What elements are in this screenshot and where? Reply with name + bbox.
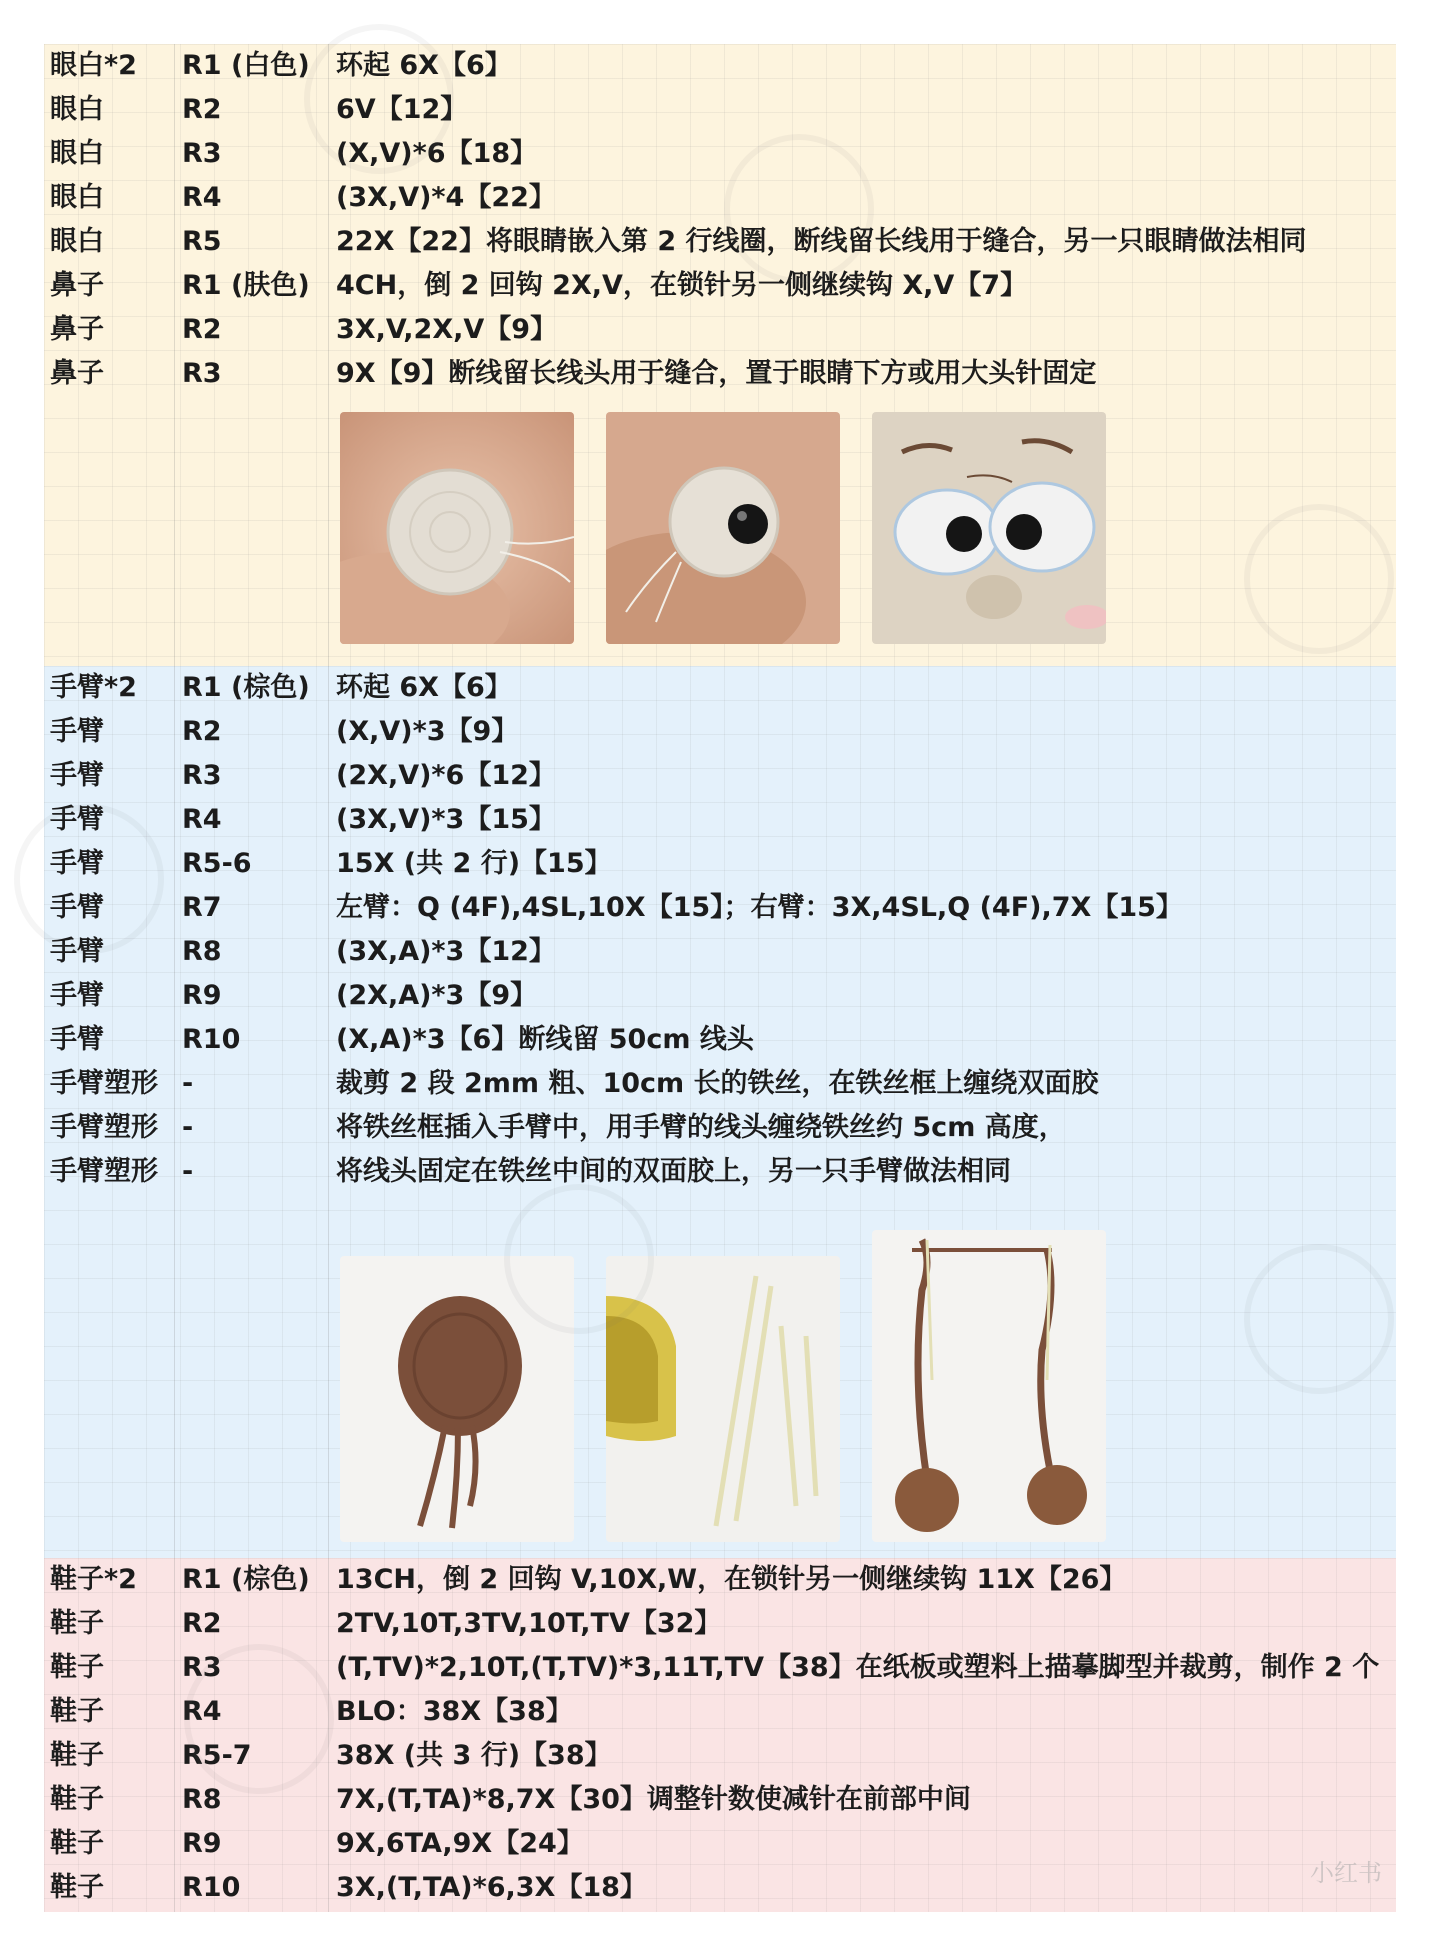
round-label: R5-7 [182, 1740, 252, 1771]
round-label: R10 [182, 1024, 241, 1055]
part-name: 眼白*2 [50, 50, 137, 81]
photo-eye-with-bead [606, 412, 840, 644]
table-row [44, 710, 1396, 754]
part-name: 鞋子 [50, 1652, 104, 1683]
table-row [44, 264, 1396, 308]
instruction-text: (3X,A)*3【12】 [336, 936, 556, 967]
table-row [44, 308, 1396, 352]
instruction-text: (X,A)*3【6】断线留 50cm 线头 [336, 1024, 754, 1055]
round-label: R3 [182, 760, 222, 791]
instruction-text: 3X,(T,TA)*6,3X【18】 [336, 1872, 647, 1903]
watermark-ring [724, 134, 874, 284]
round-label: - [182, 1068, 194, 1099]
instruction-text: (X,V)*3【9】 [336, 716, 519, 747]
round-label: R4 [182, 804, 222, 835]
round-label: R1 (棕色) [182, 1564, 310, 1595]
part-name: 鞋子*2 [50, 1564, 137, 1595]
round-label: - [182, 1112, 194, 1143]
round-label: R4 [182, 1696, 222, 1727]
instruction-text: (X,V)*6【18】 [336, 138, 538, 169]
instruction-text: (T,TV)*2,10T,(T,TV)*3,11T,TV【38】在纸板或塑料上描摹脚型并裁剪，制作 2 个 [336, 1652, 1380, 1683]
instruction-text: 3X,V,2X,V【9】 [336, 314, 558, 345]
table-row [44, 974, 1396, 1018]
round-label: R9 [182, 1828, 222, 1859]
table-row [44, 798, 1396, 842]
watermark-ring [184, 1644, 334, 1794]
photo-eye-white-crochet [340, 412, 574, 644]
instruction-text: 环起 6X【6】 [336, 672, 512, 703]
table-row [44, 842, 1396, 886]
round-label: R2 [182, 716, 222, 747]
part-name: 手臂 [50, 716, 104, 747]
round-label: R8 [182, 1784, 222, 1815]
part-name: 鼻子 [50, 358, 104, 389]
part-name: 鼻子 [50, 270, 104, 301]
watermark-ring [1244, 1244, 1394, 1394]
table-row [44, 754, 1396, 798]
instruction-text: 6V【12】 [336, 94, 468, 125]
watermark-logo: 小红书 [1310, 1859, 1382, 1887]
table-row [44, 1150, 1396, 1194]
table-row [44, 930, 1396, 974]
part-name: 手臂 [50, 1024, 104, 1055]
round-label: R5 [182, 226, 222, 257]
table-row [44, 176, 1396, 220]
part-name: 鞋子 [50, 1872, 104, 1903]
part-name: 鞋子 [50, 1696, 104, 1727]
part-name: 手臂 [50, 760, 104, 791]
part-name: 手臂 [50, 980, 104, 1011]
part-name: 手臂 [50, 804, 104, 835]
round-label: R9 [182, 980, 222, 1011]
instruction-text: 38X (共 3 行)【38】 [336, 1740, 612, 1771]
part-name: 手臂 [50, 892, 104, 923]
round-label: R1 (棕色) [182, 672, 310, 703]
round-label: - [182, 1156, 194, 1187]
instruction-text: (2X,A)*3【9】 [336, 980, 538, 1011]
instruction-text: 13CH，倒 2 回钩 V,10X,W，在锁针另一侧继续钩 11X【26】 [336, 1564, 1127, 1595]
section-eye-nose [44, 44, 1396, 666]
round-label: R2 [182, 94, 222, 125]
part-name: 手臂塑形 [50, 1112, 158, 1143]
table-row [44, 1602, 1396, 1646]
table-row [44, 352, 1396, 396]
photo-eyes-on-face [872, 412, 1106, 644]
part-name: 眼白 [50, 226, 104, 257]
instruction-text: 2TV,10T,3TV,10T,TV【32】 [336, 1608, 722, 1639]
round-label: R7 [182, 892, 222, 923]
instruction-text: 环起 6X【6】 [336, 50, 512, 81]
instruction-text: (2X,V)*6【12】 [336, 760, 556, 791]
round-label: R5-6 [182, 848, 252, 879]
part-name: 手臂*2 [50, 672, 137, 703]
part-name: 手臂 [50, 936, 104, 967]
part-name: 鞋子 [50, 1784, 104, 1815]
table-row [44, 1558, 1396, 1602]
instruction-text: 9X,6TA,9X【24】 [336, 1828, 584, 1859]
instruction-text: 将铁丝框插入手臂中，用手臂的线头缠绕铁丝约 5cm 高度， [336, 1112, 1066, 1143]
part-name: 手臂 [50, 848, 104, 879]
round-label: R8 [182, 936, 222, 967]
instruction-text: BLO：38X【38】 [336, 1696, 573, 1727]
part-name: 鞋子 [50, 1828, 104, 1859]
instruction-text: 裁剪 2 段 2mm 粗、10cm 长的铁丝，在铁丝框上缠绕双面胶 [336, 1068, 1099, 1099]
instruction-text: 22X【22】将眼睛嵌入第 2 行线圈，断线留长线用于缝合，另一只眼睛做法相同 [336, 226, 1307, 257]
instruction-text: 将线头固定在铁丝中间的双面胶上，另一只手臂做法相同 [336, 1156, 1011, 1187]
instruction-text: 15X (共 2 行)【15】 [336, 848, 612, 879]
round-label: R3 [182, 358, 222, 389]
watermark-ring [504, 1184, 654, 1334]
instruction-text: 左臂：Q (4F),4SL,10X【15】；右臂：3X,4SL,Q (4F),7X【15】 [336, 892, 1183, 923]
table-row [44, 88, 1396, 132]
watermark-ring [1244, 504, 1394, 654]
round-label: R4 [182, 182, 222, 213]
table-row [44, 132, 1396, 176]
part-name: 鞋子 [50, 1740, 104, 1771]
instruction-text: 4CH，倒 2 回钩 2X,V，在锁针另一侧继续钩 X,V【7】 [336, 270, 1028, 301]
part-name: 手臂塑形 [50, 1156, 158, 1187]
watermark-ring [304, 24, 454, 174]
instruction-text: (3X,V)*4【22】 [336, 182, 556, 213]
part-name: 鼻子 [50, 314, 104, 345]
table-row [44, 886, 1396, 930]
round-label: R1 (肤色) [182, 270, 310, 301]
round-label: R2 [182, 1608, 222, 1639]
round-label: R3 [182, 138, 222, 169]
part-name: 手臂塑形 [50, 1068, 158, 1099]
table-row [44, 1866, 1396, 1910]
part-name: 眼白 [50, 182, 104, 213]
photo-shaped-arms [872, 1230, 1106, 1542]
round-label: R1 (白色) [182, 50, 310, 81]
part-name: 眼白 [50, 138, 104, 169]
table-row [44, 1062, 1396, 1106]
table-row [44, 220, 1396, 264]
table-row [44, 44, 1396, 88]
table-row [44, 1822, 1396, 1866]
table-row [44, 1106, 1396, 1150]
round-label: R10 [182, 1872, 241, 1903]
table-row [44, 666, 1396, 710]
section-arm [44, 666, 1396, 1558]
part-name: 眼白 [50, 94, 104, 125]
instruction-text: 9X【9】断线留长线头用于缝合，置于眼睛下方或用大头针固定 [336, 358, 1097, 389]
instruction-text: (3X,V)*3【15】 [336, 804, 556, 835]
round-label: R2 [182, 314, 222, 345]
table-row [44, 1018, 1396, 1062]
watermark-ring [14, 804, 164, 954]
round-label: R3 [182, 1652, 222, 1683]
instruction-text: 7X,(T,TA)*8,7X【30】调整针数使减针在前部中间 [336, 1784, 971, 1815]
pattern-page [44, 44, 1396, 1912]
part-name: 鞋子 [50, 1608, 104, 1639]
